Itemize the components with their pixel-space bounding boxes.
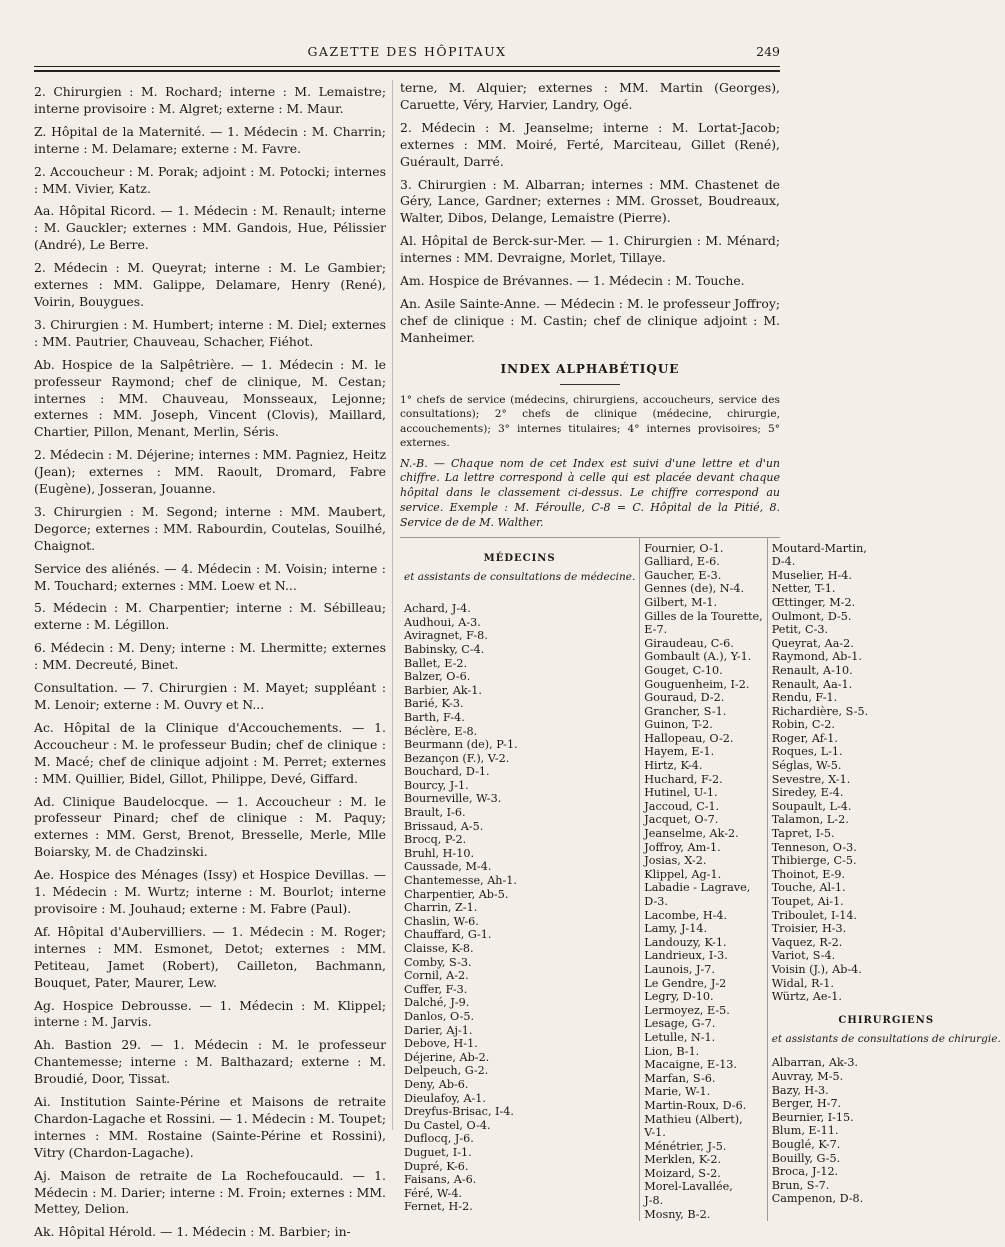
index-entry: Klippel, Ag-1. — [644, 867, 722, 881]
index-entry: Charrin, Z-1. — [404, 901, 478, 915]
index-entry: Triboulet, I-14. — [771, 908, 857, 922]
index-entry: Jeanselme, Ak-2. — [644, 827, 739, 841]
index-entry: Giraudeau, C-6. — [644, 636, 734, 650]
paragraph: 2. Chirurgien : M. Rochard; interne : M. Lemaistre; interne provisoire : M. Algret; externe : M. Maur. — [34, 84, 386, 116]
index-entry: Launois, J-7. — [644, 962, 715, 976]
index-entry: Dalché, J-9. — [404, 996, 470, 1010]
index-entry: Gouget, C-10. — [644, 663, 723, 677]
index-entry: Mathieu (Albert), — [644, 1112, 743, 1126]
index-entry: Joffroy, Am-1. — [644, 840, 721, 854]
index-entry: Macaigne, E-13. — [644, 1058, 737, 1072]
index-entry: Roques, L-1. — [771, 745, 843, 759]
index-entry: Gouraud, D-2. — [644, 691, 725, 705]
index-entry: Brun, S-7. — [771, 1178, 830, 1192]
index-entry: Du Castel, O-4. — [404, 1118, 491, 1132]
index-entry: Lesage, G-7. — [644, 1017, 716, 1031]
index-title: INDEX ALPHABÉTIQUE — [500, 361, 680, 376]
index-columns — [400, 537, 1001, 1222]
paragraph: Aa. Hôpital Ricord. — 1. Médecin : M. Renault; interne : M. Gauckler; externes : MM. Gandois, Hue, Pélissier (André), Le Berre. — [34, 203, 386, 253]
index-entry: Beurmann (de), P-1. — [404, 738, 518, 752]
medecins-subheading: et assistants de consultations de médecine. — [404, 571, 636, 584]
index-entry: Bezançon (F.), V-2. — [404, 751, 510, 765]
index-entry: Deny, Ab-6. — [404, 1077, 469, 1091]
index-entry: Siredey, E-4. — [771, 786, 844, 800]
paragraph: 3. Chirurgien : M. Segond; interne : MM. Maubert, Degorce; externes : MM. Rabourdin, Coutelas, Souilhé, Chaignot. — [34, 503, 386, 553]
paragraph: 6. Médecin : M. Deny; interne : M. Lhermitte; externes : MM. Decreuté, Binet. — [34, 640, 386, 673]
page-header — [34, 44, 780, 62]
paragraph: Af. Hôpital d'Aubervilliers. — 1. Médecin : M. Roger; internes : MM. Esmonet, Detot; externes : MM. Petiteau, Jamet (Robert), Cailleton, Bachmann, Bouquet, Pater, Maurer, Lew. — [34, 923, 386, 990]
index-entry: Brault, I-6. — [404, 806, 466, 820]
index-entry: Lion, B-1. — [644, 1044, 700, 1058]
index-entry: Moizard, S-2. — [644, 1166, 721, 1180]
index-entry: Caussade, M-4. — [404, 860, 492, 874]
header-rule — [34, 66, 780, 67]
index-list-3b — [772, 1056, 1001, 1206]
right-column — [400, 80, 1001, 1221]
index-entry: Variot, S-4. — [771, 949, 836, 963]
index-entry: Séglas, W-5. — [771, 759, 842, 773]
index-list-1 — [404, 602, 635, 1214]
index-entry: Legry, D-10. — [644, 990, 714, 1004]
index-entry: Bourcy, J-1. — [404, 778, 469, 792]
index-entry: Danlos, O-5. — [404, 1009, 475, 1023]
index-entry: Queyrat, Aa-2. — [771, 636, 854, 650]
index-entry: Claisse, K-8. — [404, 942, 474, 956]
left-column — [34, 84, 386, 1247]
index-entry: Déjerine, Ab-2. — [404, 1050, 490, 1064]
index-entry: Babinsky, C-4. — [404, 642, 485, 656]
index-entry: Fernet, H-2. — [404, 1200, 473, 1214]
paragraph: Service des aliénés. — 4. Médecin : M. Voisin; interne : M. Touchard; externes : MM. Loew et N... — [34, 560, 386, 593]
index-entry: Richardière, S-5. — [771, 704, 869, 718]
paragraph: Ab. Hospice de la Salpêtrière. — 1. Médecin : M. le professeur Raymond; chef de clinique, M. Cestan; internes : MM. Chauveau, Monsseaux, Lejonne; externes : MM. Joseph, Vincent (Clovis), Maillard, Chartier, Pillon, Menant, Merlin, Séris. — [34, 356, 386, 440]
index-entry: Ménétrier, J-5. — [644, 1139, 727, 1153]
paragraph: Ag. Hospice Debrousse. — 1. Médecin : M. Klippel; interne : M. Jarvis. — [34, 997, 386, 1030]
index-title-rule — [560, 384, 620, 385]
paragraph: 3. Chirurgien : M. Humbert; interne : M. Diel; externes : MM. Pautrier, Chauveau, Schacher, Fiéhot. — [34, 316, 386, 349]
index-entry: Charpentier, Ab-5. — [404, 887, 509, 901]
index-entry: Widal, R-1. — [771, 976, 834, 990]
index-entry: D-4. — [771, 555, 796, 569]
index-entry: Robin, C-2. — [771, 718, 835, 732]
index-entry: Letulle, N-1. — [644, 1030, 716, 1044]
paragraph: Consultation. — 7. Chirurgien : M. Mayet; suppléant : M. Lenoir; externe : M. Ouvry et N... — [34, 680, 386, 712]
paragraph: Ac. Hôpital de la Clinique d'Accouchements. — 1. Accoucheur : M. le professeur Budin; chef de clinique : M. Macé; chef de clinique adjoint : M. Perret; externes : MM. Quillier, Bidel, Gillot, Philippe, Devé, Giffard. — [34, 719, 386, 786]
index-entry: Gilles de la Tourette, — [644, 609, 763, 623]
index-entry: Gennes (de), N-4. — [644, 582, 745, 596]
index-entry: Hutinel, U-1. — [644, 786, 718, 800]
index-entry: Hirtz, K-4. — [644, 759, 703, 773]
index-entry: Hallopeau, O-2. — [644, 731, 734, 745]
index-entry: Moutard-Martin, — [771, 541, 867, 555]
index-entry: Fournier, O-1. — [644, 541, 724, 555]
paragraph: Z. Hôpital de la Maternité. — 1. Médecin : M. Charrin; interne : M. Delamare; externe : M. Favre. — [34, 123, 386, 156]
index-entry: Petit, C-3. — [771, 623, 829, 637]
header-rule-thick — [34, 70, 780, 72]
chirurgiens-heading: CHIRURGIENS — [838, 1014, 935, 1026]
index-entry: Renault, Aa-1. — [771, 677, 853, 691]
index-entry: Josias, X-2. — [644, 854, 707, 868]
paragraph: Ak. Hôpital Hérold. — 1. Médecin : M. Barbier; in- — [34, 1224, 351, 1240]
index-entry: Dreyfus-Brisac, I-4. — [404, 1105, 514, 1119]
index-entry: Muselier, H-4. — [771, 568, 852, 582]
index-entry: V-1. — [644, 1126, 666, 1140]
index-entry: D-3. — [644, 895, 668, 909]
index-entry: Bouchard, D-1. — [404, 765, 490, 779]
index-entry: Œttinger, M-2. — [771, 595, 856, 609]
index-entry: Galliard, E-6. — [644, 555, 720, 569]
index-entry: Dieulafoy, A-1. — [404, 1091, 486, 1105]
index-entry: Audhoui, A-3. — [404, 615, 481, 629]
medecins-heading: MÉDECINS — [483, 552, 556, 564]
index-entry: Jacquet, O-7. — [644, 813, 719, 827]
index-entry: Würtz, Ae-1. — [771, 990, 842, 1004]
index-entry: Lermoyez, E-5. — [644, 1003, 730, 1017]
index-entry: Chantemesse, Ah-1. — [404, 874, 517, 888]
index-entry: Raymond, Ab-1. — [771, 650, 862, 664]
index-entry: Vaquez, R-2. — [771, 935, 843, 949]
index-entry: Thoinot, E-9. — [771, 867, 846, 881]
index-entry: Oulmont, D-5. — [771, 609, 852, 623]
index-entry: Duflocq, J-6. — [404, 1132, 474, 1146]
index-entry: Chauffard, G-1. — [404, 928, 492, 942]
index-entry: Barth, F-4. — [404, 710, 465, 724]
index-column-3 — [767, 538, 1005, 1222]
index-list-2 — [644, 542, 762, 1222]
paragraph: terne, M. Alquier; externes : MM. Martin (Georges), Caruette, Véry, Harvier, Landry, Ogé. — [400, 80, 780, 112]
chirurgiens-subheading: et assistants de consultations de chirurgie. — [771, 1033, 1001, 1046]
index-entry: J-8. — [644, 1194, 664, 1208]
index-entry: Barbier, Ak-1. — [404, 683, 482, 697]
index-entry: Labadie - Lagrave, — [644, 881, 751, 895]
index-entry: Roger, Af-1. — [771, 731, 838, 745]
index-entry: Darier, Aj-1. — [404, 1023, 473, 1037]
index-entry: Berger, H-7. — [771, 1097, 842, 1111]
index-entry: Comby, S-3. — [404, 955, 472, 969]
paragraph: 3. Chirurgien : M. Albarran; internes : MM. Chastenet de Géry, Lance, Gardner; externes : MM. Grosset, Boudreaux, Walter, Dibos, Delange, Lemaistre (Pierre). — [400, 176, 780, 226]
paragraph: 2. Médecin : M. Queyrat; interne : M. Le Gambier; externes : MM. Galippe, Delamare, Henry (René), Voirin, Bouygues. — [34, 260, 386, 309]
index-entry: Béclère, E-8. — [404, 724, 478, 738]
index-entry: Gombault (A.), Y-1. — [644, 650, 752, 664]
journal-title: GAZETTE DES HÔPITAUX — [307, 44, 507, 59]
index-column-2 — [639, 538, 766, 1222]
index-entry: Lamy, J-14. — [644, 922, 708, 936]
index-entry: Beurnier, I-15. — [771, 1110, 854, 1124]
index-entry: Tenneson, O-3. — [771, 840, 857, 854]
right-column-paragraphs — [400, 80, 780, 347]
paragraph: 2. Médecin : M. Jeanselme; interne : M. Lortat-Jacob; externes : MM. Moiré, Ferté, Marciteau, Gillet (René), Guérault, Darré. — [400, 119, 780, 169]
index-entry: Auvray, M-5. — [771, 1069, 844, 1083]
index-entry: Jaccoud, C-1. — [644, 799, 720, 813]
index-entry: Hayem, E-1. — [644, 745, 715, 759]
index-entry: Bazy, H-3. — [771, 1083, 829, 1097]
paragraph: Ai. Institution Sainte-Périne et Maisons de retraite Chardon-Lagache et Rossini. — 1. Médecin : M. Toupet; internes : MM. Rostaine (Sainte-Périne et Rossini), Vitry (Chardon-Lagache). — [34, 1094, 386, 1160]
paragraph: Am. Hospice de Brévannes. — 1. Médecin : M. Touche. — [400, 273, 745, 289]
index-entry: Balzer, O-6. — [404, 670, 471, 684]
index-entry: Voisin (J.), Ab-4. — [771, 962, 862, 976]
index-column-1 — [400, 538, 639, 1222]
index-entry: Tapret, I-5. — [771, 827, 835, 841]
index-entry: Campenon, D-8. — [771, 1192, 864, 1206]
index-entry: Lacombe, H-4. — [644, 908, 728, 922]
index-entry: Landrieux, I-3. — [644, 949, 728, 963]
index-entry: Gouguenheim, I-2. — [644, 677, 750, 691]
index-entry: Féré, W-4. — [404, 1186, 462, 1200]
index-entry: Delpeuch, G-2. — [404, 1064, 489, 1078]
index-entry: Gaucher, E-3. — [644, 568, 722, 582]
index-entry: Blum, E-11. — [771, 1124, 839, 1138]
index-entry: Grancher, S-1. — [644, 704, 727, 718]
index-entry: Mosny, B-2. — [644, 1207, 711, 1221]
index-entry: Huchard, F-2. — [644, 772, 723, 786]
paragraph: Ae. Hospice des Ménages (Issy) et Hospice Devillas. — 1. Médecin : M. Wurtz; interne : M. Bourlot; interne provisoire : M. Jouhaud; externe : M. Fabre (Paul). — [34, 867, 386, 916]
index-note: N.-B. — Chaque nom de cet Index est suivi d'une lettre et d'un chiffre. La lettre correspond à celle qui est placée devant chaque hôpital dans le classement ci-dessus. Le chiffre correspond au service. Exemple : M. Féroulle, C-8 = C. Hôpital de la Pitié, 8. Service de de M. Walther. — [400, 456, 780, 529]
index-entry: Sevestre, X-1. — [771, 772, 851, 786]
index-entry: Barié, K-3. — [404, 697, 464, 711]
index-entry: Broca, J-12. — [771, 1165, 839, 1179]
index-entry: Achard, J-4. — [404, 602, 471, 616]
index-entry: Troisier, H-3. — [771, 922, 847, 936]
index-entry: Toupet, Ai-1. — [771, 895, 844, 909]
index-entry: Albarran, Ak-3. — [771, 1056, 858, 1070]
index-entry: Marfan, S-6. — [644, 1071, 716, 1085]
index-entry: Gilbert, M-1. — [644, 595, 718, 609]
index-list-3 — [772, 542, 1001, 1004]
index-entry: Chaslin, W-6. — [404, 914, 479, 928]
index-entry: Ballet, E-2. — [404, 656, 468, 670]
index-entry: Cornil, A-2. — [404, 969, 469, 983]
index-entry: Morel-Lavallée, — [644, 1180, 733, 1194]
index-entry: Landouzy, K-1. — [644, 935, 727, 949]
index-entry: Le Gendre, J-2 — [644, 976, 727, 990]
paragraph: Ah. Bastion 29. — 1. Médecin : M. le professeur Chantemesse; interne : M. Balthazard; externe : M. Broudié, Door, Tissat. — [34, 1037, 386, 1087]
paragraph: 5. Médecin : M. Charpentier; interne : M. Sébilleau; externe : M. Légillon. — [34, 600, 386, 633]
index-entry: Dupré, K-6. — [404, 1159, 469, 1173]
index-entry: Bouglé, K-7. — [771, 1137, 841, 1151]
index-entry: Cuffer, F-3. — [404, 982, 468, 996]
paragraph: Aj. Maison de retraite de La Rochefoucauld. — 1. Médecin : M. Darier; interne : M. Froin; externes : MM. Mettey, Delion. — [34, 1167, 386, 1217]
paragraph: 2. Accoucheur : M. Porak; adjoint : M. Potocki; internes : MM. Vivier, Katz. — [34, 163, 386, 196]
index-legend: 1° chefs de service (médecins, chirurgiens, accoucheurs, service des consultations); 2° chefs de clinique (médecine, chirurgie, accouchements); 3° internes titulaires; 4° internes provisoires; 5° externes. — [400, 393, 780, 450]
index-entry: Touche, Al-1. — [771, 881, 846, 895]
paragraph: An. Asile Sainte-Anne. — Médecin : M. le professeur Joffroy; chef de clinique : M. Castin; chef de clinique adjoint : M. Manheimer. — [400, 295, 780, 345]
index-entry: Martin-Roux, D-6. — [644, 1098, 747, 1112]
column-divider — [392, 80, 393, 1130]
index-entry: Brissaud, A-5. — [404, 819, 484, 833]
index-entry: Bouilly, G-5. — [771, 1151, 841, 1165]
index-entry: Soupault, L-4. — [771, 799, 852, 813]
paragraph: Ad. Clinique Baudelocque. — 1. Accoucheur : M. le professeur Pinard; chef de clinique : M. Paquy; externes : MM. Gerst, Brenot, Bresselle, Merle, Mlle Boiarsky, M. de Chadzinski. — [34, 793, 386, 860]
index-entry: Thibierge, C-5. — [771, 854, 857, 868]
index-entry: E-7. — [644, 623, 668, 637]
index-entry: Debove, H-1. — [404, 1037, 478, 1051]
index-entry: Faisans, A-6. — [404, 1173, 477, 1187]
index-entry: Aviragnet, F-8. — [404, 629, 488, 643]
index-entry: Bruhl, H-10. — [404, 846, 474, 860]
paragraph: Al. Hôpital de Berck-sur-Mer. — 1. Chirurgien : M. Ménard; internes : MM. Devraigne, Morlet, Tillaye. — [400, 233, 780, 266]
page-number: 249 — [756, 44, 780, 59]
paragraph: 2. Médecin : M. Déjerine; internes : MM. Pagniez, Heitz (Jean); externes : MM. Raoult, Dromard, Fabre (Eugène), Josseran, Jouanne. — [34, 447, 386, 497]
index-entry: Renault, A-10. — [771, 663, 853, 677]
index-entry: Merklen, K-2. — [644, 1153, 722, 1167]
index-entry: Rendu, F-1. — [771, 691, 838, 705]
index-entry: Netter, T-1. — [771, 582, 836, 596]
index-entry: Duguet, I-1. — [404, 1145, 472, 1159]
index-entry: Brocq, P-2. — [404, 833, 467, 847]
index-entry: Bourneville, W-3. — [404, 792, 502, 806]
index-entry: Guinon, T-2. — [644, 718, 713, 732]
index-entry: Marie, W-1. — [644, 1085, 711, 1099]
index-entry: Talamon, L-2. — [771, 813, 849, 827]
